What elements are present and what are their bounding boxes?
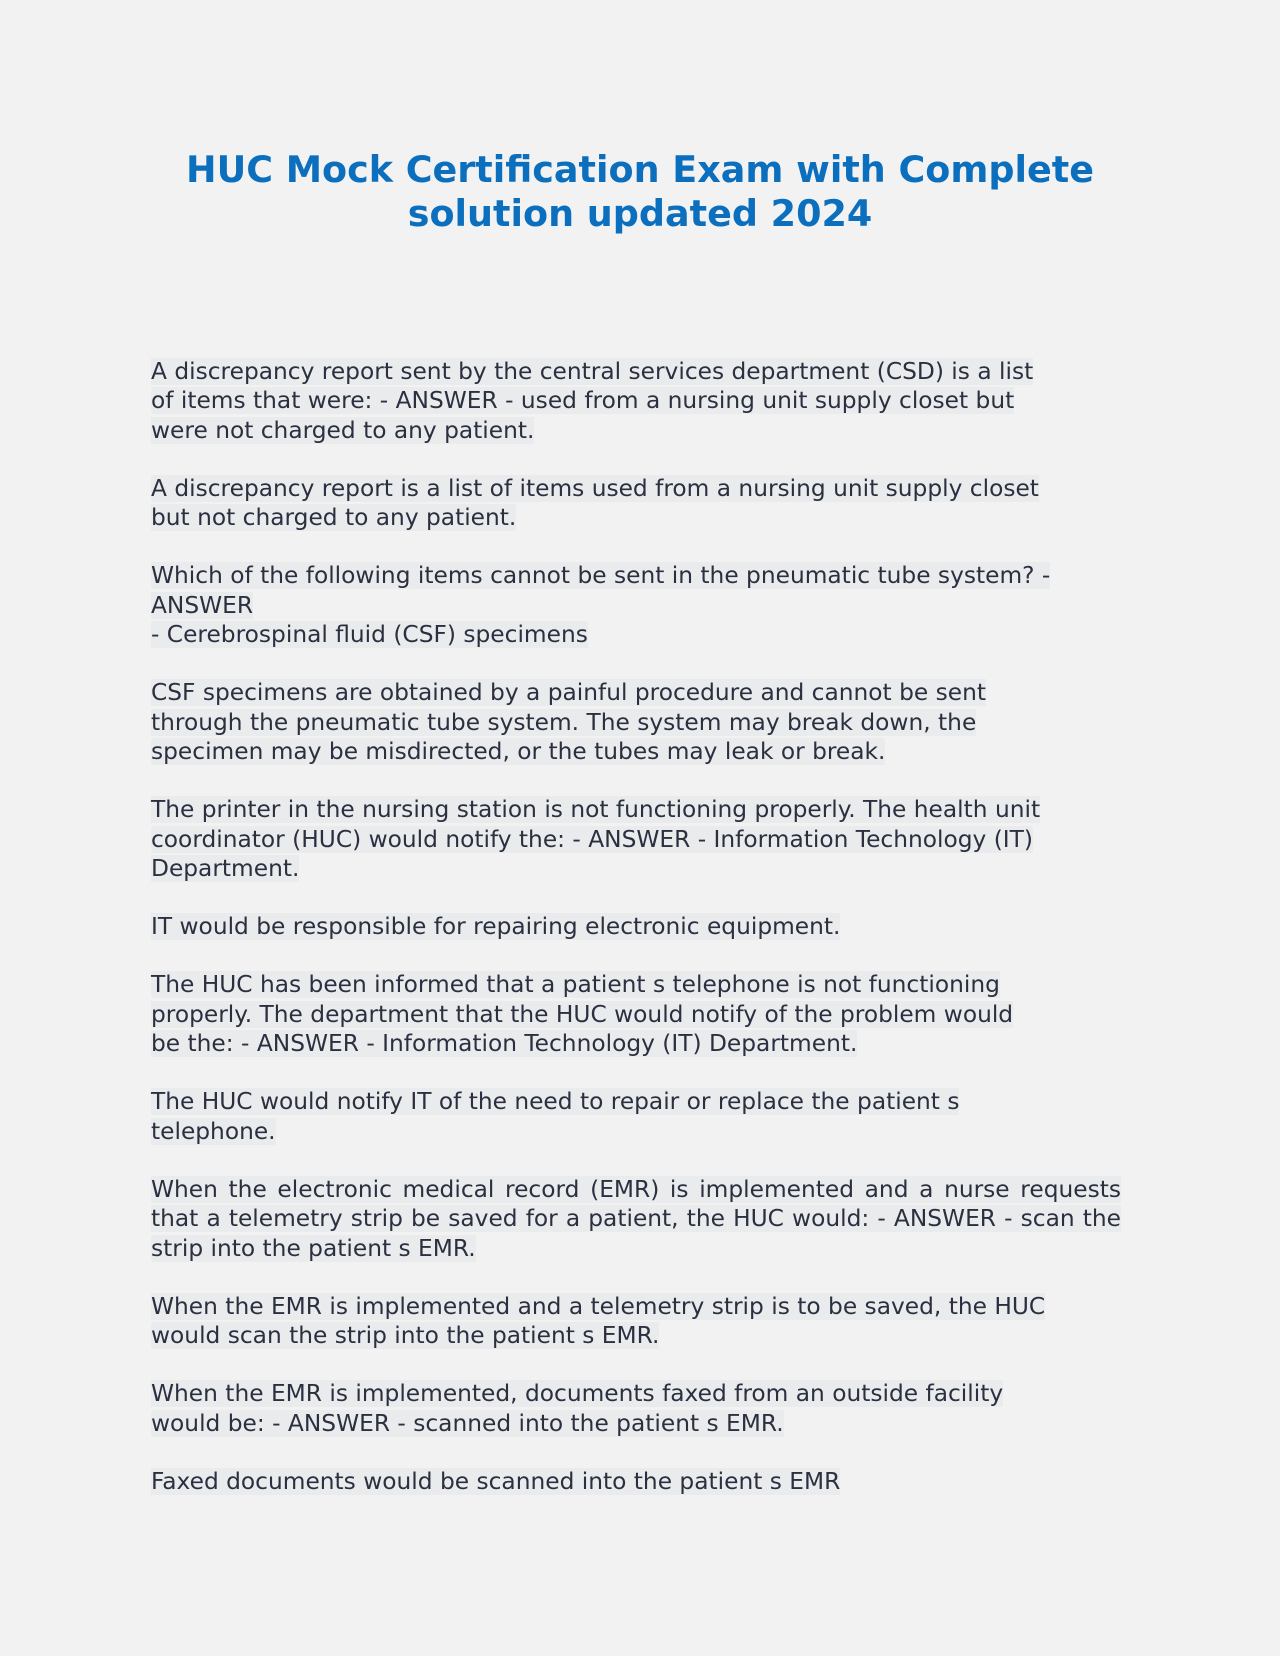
paragraph-text: A discrepancy report is a list of items used from a nursing unit supply closet but not charged to any patient. [151,474,1039,532]
paragraph-text: CSF specimens are obtained by a painful procedure and cannot be sent through the pneumatic tube system. The system may break down, the specimen may be misdirected, or the tubes may leak or break. [151,679,986,765]
paragraph-text: When the EMR is implemented, documents faxed from an outside facility would be: - ANSWER - scanned into the patient s EMR. [151,1380,1004,1437]
paragraph [151,795,1121,883]
paragraph [151,561,1121,649]
paragraph [151,1292,1121,1351]
paragraph [151,474,1121,533]
paragraph-text: IT would be responsible for repairing electronic equipment. [151,913,841,941]
paragraph [151,912,1121,941]
paragraph-text: Faxed documents would be scanned into the patient s EMR [151,1468,841,1496]
paragraph-text: When the EMR is implemented and a telemetry strip is to be saved, the HUC would scan the strip into the patient s EMR. [151,1292,1046,1350]
paragraph-text: A discrepancy report sent by the central services department (CSD) is a list of items that were: - ANSWER - used from a nursing unit supply closet but were not charged to any patient. [151,358,1034,444]
paragraph [151,1175,1121,1263]
paragraph [151,970,1121,1058]
paragraph-text: The HUC has been informed that a patient s telephone is not functioning properly. The department that the HUC would notify of the problem would be the: - ANSWER - Information Technology (IT) Department. [151,971,1014,1058]
paragraph-text: The HUC would notify IT of the need to repair or replace the patient s telephone. [151,1088,960,1145]
paragraph-text: The printer in the nursing station is not functioning properly. The health unit coordinator (HUC) would notify the: - ANSWER - Information Technology (IT) Department. [151,796,1041,882]
document-title: HUC Mock Certification Exam with Complete solution updated 2024 [186,148,1094,235]
paragraph-text: Which of the following items cannot be sent in the pneumatic tube system? - ANSWER - Cerebrospinal fluid (CSF) specimens [151,562,1051,649]
paragraph [151,357,1121,445]
paragraph [151,1467,1121,1496]
paragraph [151,1087,1121,1146]
document-body [151,357,1121,1525]
paragraph-text: When the electronic medical record (EMR) is implemented and a nurse requests that a telemetry strip be saved for a patient, the HUC would: - ANSWER - scan the strip into the patient s EMR. [151,1175,1121,1262]
paragraph [151,678,1121,766]
paragraph [151,1379,1121,1438]
